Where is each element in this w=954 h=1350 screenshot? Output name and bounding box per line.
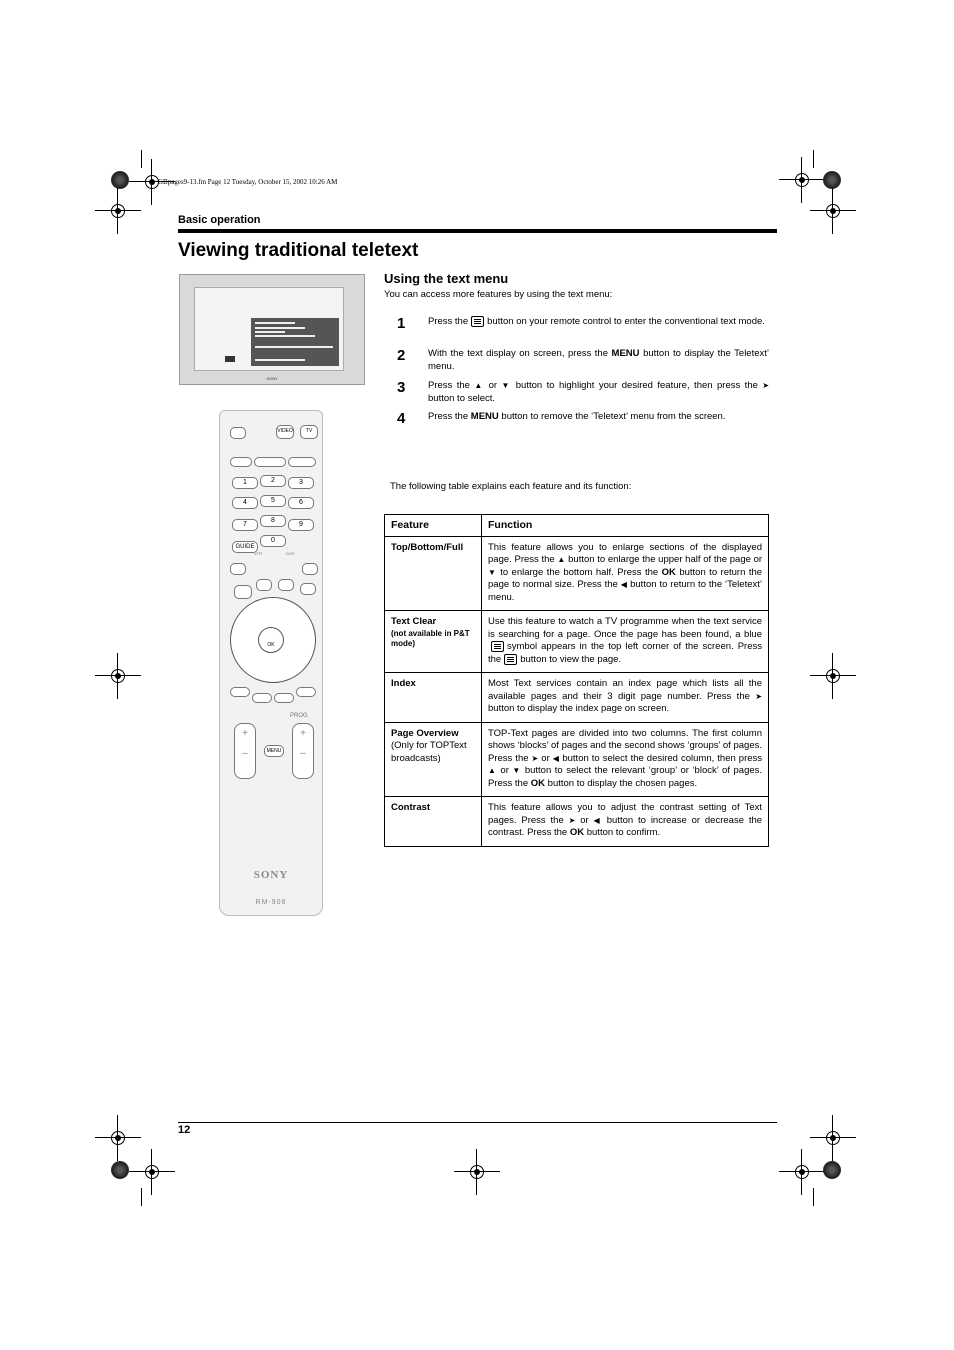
function-cell: TOP-Text pages are divided into two columns. The first column shows ‘blocks’ of pages and the second shows ‘groups’ of pages. Press the ➤ or ◀ button to select the desired column, then press ▲ or ▼ button to select the relevant ‘group’ or ‘block’ of pages. Press the OK button to display the chosen pages.	[482, 722, 769, 797]
remote-dvd-label: DVD	[286, 551, 295, 556]
corner-dot-top-left	[111, 171, 129, 189]
left-arrow-icon: ◀	[552, 753, 560, 763]
feature-cell	[385, 797, 482, 847]
remote-brand: SONY	[253, 869, 289, 881]
remote-digit-9: 9	[288, 519, 314, 531]
registration-mark	[137, 1157, 167, 1187]
remote-prog-label: PROG	[290, 713, 308, 719]
corner-dot-bottom-left	[111, 1161, 129, 1179]
step-number: 2	[397, 347, 406, 364]
intro-text: You can access more features by using the text menu:	[384, 289, 613, 300]
remote-func-key	[296, 687, 316, 697]
remote-power-key	[230, 427, 246, 439]
left-arrow-icon: ◀	[620, 580, 628, 589]
registration-mark	[787, 165, 817, 195]
remote-digit-8: 8	[260, 515, 286, 527]
tv-screen	[194, 287, 344, 371]
crop-line	[813, 150, 814, 168]
remote-func-key	[256, 579, 272, 591]
table-intro: The following table explains each feature and its function:	[390, 481, 632, 492]
remote-prog-rocker: + –	[292, 723, 314, 779]
remote-volume-rocker: + –	[234, 723, 256, 779]
tv-illustration	[179, 274, 365, 385]
page-number: 12	[178, 1124, 191, 1136]
remote-tv-key: TV	[300, 425, 318, 439]
feature-name: Index	[391, 678, 416, 690]
feature-name: Top/Bottom/Full	[391, 541, 464, 553]
step-text: With the text display on screen, press the MENU button to display the Teletext’ menu.	[428, 348, 770, 372]
down-arrow-icon: ▼	[512, 766, 522, 776]
right-arrow-icon: ➤	[755, 691, 763, 701]
table-row	[385, 722, 769, 797]
crop-line	[141, 1188, 142, 1206]
step-number: 4	[397, 410, 406, 427]
file-header: GBpages9-13.fm Page 12 Tuesday, October 15, 2002 10:26 AM	[158, 178, 338, 186]
step-text: Press the ▲ or ▼ button to highlight your desired feature, then press the ➤ button to select.	[428, 380, 770, 404]
remote-func-key	[300, 583, 316, 595]
registration-mark	[818, 1123, 848, 1153]
remote-digit-1: 1	[232, 477, 258, 489]
header-feature: Feature	[385, 515, 482, 537]
registration-mark	[103, 196, 133, 226]
remote-model: RM-908	[255, 899, 287, 906]
table-row	[385, 797, 769, 847]
teletext-menu-image	[251, 318, 339, 366]
top-rule	[178, 229, 777, 233]
left-arrow-icon: ◀	[593, 815, 602, 825]
remote-func-key	[230, 687, 250, 697]
remote-vtr-label: VTR	[254, 551, 262, 556]
feature-note: (not available in P&T mode)	[391, 628, 470, 648]
down-arrow-icon: ▼	[501, 381, 512, 390]
step-number: 1	[397, 315, 406, 332]
remote-func-key	[252, 693, 272, 703]
table-row	[385, 611, 769, 673]
feature-cell	[385, 611, 482, 673]
table-row	[385, 536, 769, 611]
remote-func-key	[278, 579, 294, 591]
remote-menu-key: MENU	[264, 745, 284, 757]
feature-name: Text Clear	[391, 616, 437, 627]
registration-mark	[818, 661, 848, 691]
text-button-icon	[504, 654, 517, 665]
remote-guide-key: GUIDE	[232, 541, 258, 553]
corner-dot-top-right	[823, 171, 841, 189]
remote-digit-2: 2	[260, 475, 286, 487]
registration-mark	[462, 1157, 492, 1187]
right-arrow-icon: ➤	[568, 815, 576, 825]
remote-digit-0: 0	[260, 535, 286, 547]
function-cell: This feature allows you to enlarge sections of the displayed page. Press the ▲ button to enlarge the upper half of the page or ▼ to enlarge the bottom half. Press the OK button to return the page to normal size. Press the ◀ button to return to the ‘Teletext’ menu.	[482, 536, 769, 611]
down-arrow-icon: ▼	[488, 567, 497, 577]
tv-logo: SONY	[266, 376, 278, 381]
bottom-rule	[178, 1122, 777, 1123]
remote-func-key	[230, 563, 246, 575]
remote-func-key	[230, 457, 252, 467]
registration-mark	[787, 1157, 817, 1187]
remote-video-key: VIDEO	[276, 425, 294, 439]
remote-digit-7: 7	[232, 519, 258, 531]
registration-mark	[103, 661, 133, 691]
right-arrow-icon: ➤	[531, 753, 539, 763]
remote-digit-5: 5	[260, 495, 286, 507]
table-row	[385, 673, 769, 723]
remote-control-illustration	[219, 410, 323, 916]
table-header-row	[385, 515, 769, 537]
page-title: Viewing traditional teletext	[178, 240, 419, 261]
right-arrow-icon: ➤	[762, 381, 770, 390]
header-function: Function	[482, 515, 769, 537]
step-text: Press the MENU button to remove the ‘Teletext’ menu from the screen.	[428, 411, 726, 422]
step-number: 3	[397, 379, 406, 396]
up-arrow-icon: ▲	[557, 555, 566, 564]
feature-name: Contrast	[391, 802, 431, 814]
crop-line	[813, 1188, 814, 1206]
up-arrow-icon: ▲	[488, 766, 497, 776]
text-button-icon	[491, 641, 504, 652]
corner-dot-bottom-right	[823, 1161, 841, 1179]
remote-func-key	[288, 457, 316, 467]
subheading: Using the text menu	[384, 271, 509, 286]
function-cell: Most Text services contain an index page which lists all the available pages and their 3 digit page number. Press the ➤ button to display the index page on screen.	[482, 673, 769, 723]
feature-name: Page Overview	[391, 727, 459, 739]
feature-subtext: (Only for TOPText broadcasts)	[391, 740, 467, 764]
registration-mark	[103, 1123, 133, 1153]
step-text: Press the button on your remote control to enter the conventional text mode.	[428, 316, 765, 328]
remote-digit-3: 3	[288, 477, 314, 489]
text-button-icon	[471, 316, 484, 327]
feature-cell	[385, 722, 482, 797]
feature-table	[384, 514, 769, 847]
remote-digit-6: 6	[288, 497, 314, 509]
remote-func-key	[274, 693, 294, 703]
crop-line	[141, 150, 142, 168]
feature-cell	[385, 536, 482, 611]
remote-ok-button: OK	[258, 627, 284, 653]
remote-func-key	[302, 563, 318, 575]
up-arrow-icon: ▲	[474, 381, 485, 390]
remote-digit-4: 4	[232, 497, 258, 509]
function-cell: Use this feature to watch a TV programme when the text service is searching for a page. Once the page has been found, a bluesymbol appears in the top left corner of the screen. Press the button to view the page.	[482, 611, 769, 673]
function-cell: This feature allows you to adjust the contrast setting of Text pages. Press the ➤ or ◀ button to increase or decrease the contrast. Press the OK button to confirm.	[482, 797, 769, 847]
remote-func-key	[254, 457, 286, 467]
remote-text-key	[234, 585, 252, 599]
registration-mark	[818, 196, 848, 226]
feature-cell	[385, 673, 482, 723]
section-label: Basic operation	[178, 214, 261, 226]
